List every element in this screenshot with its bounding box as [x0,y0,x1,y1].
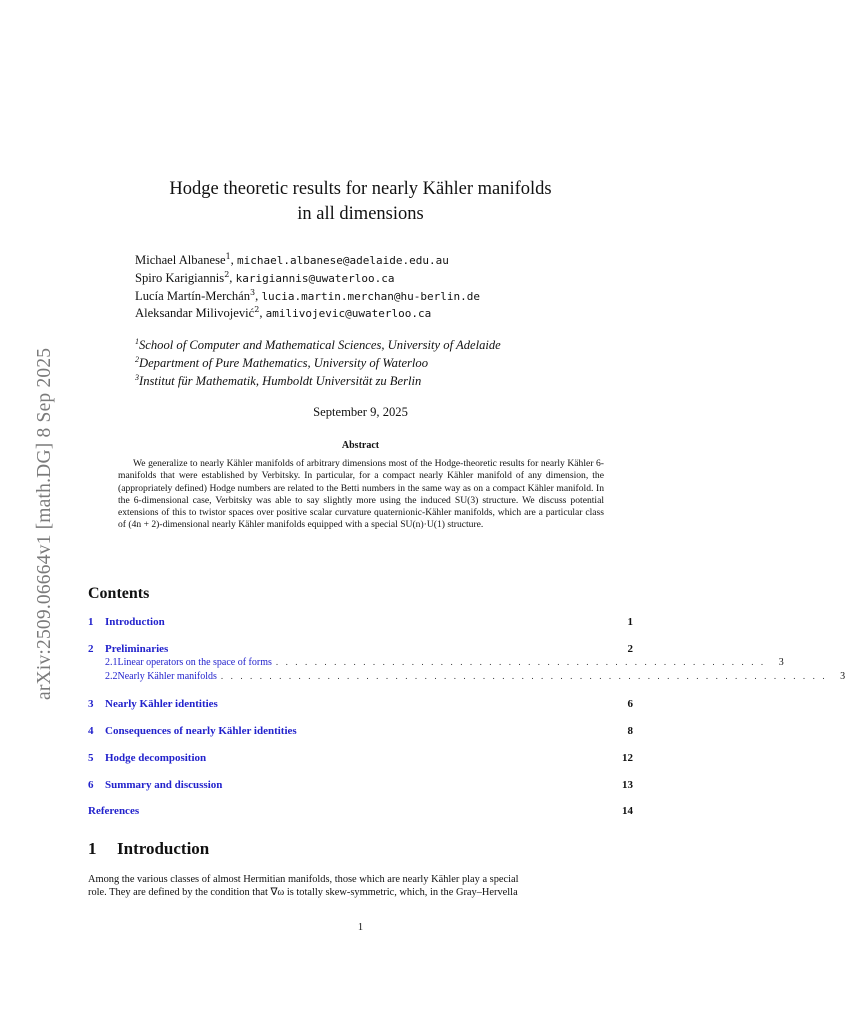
toc-title[interactable]: Consequences of nearly Kähler identities [105,725,297,737]
toc-entry-linear-operators[interactable] [88,657,784,671]
author-email[interactable]: lucia.martin.merchan@hu-berlin.de [261,289,480,303]
toc-entry-summary[interactable] [88,779,633,793]
affiliation-text: Department of Pure Mathematics, University of Waterloo [139,355,429,370]
paragraph-line: role. They are defined by the condition that ∇ω is totally skew-symmetric, which, in the Gray–Hervella [88,887,518,899]
paper-title [88,177,633,227]
toc-entry-introduction[interactable] [88,616,633,630]
toc-number: 3 [88,698,94,710]
abstract-heading: Abstract [341,440,380,451]
toc-page: 1 [627,616,633,628]
toc-number: 6 [88,779,94,791]
author-affiliation-mark: 1 [225,252,231,261]
toc-title[interactable]: Linear operators on the space of forms [117,657,272,668]
author-entry: Aleksandar Milivojević$^2$, amilivojevic@uwaterloo.ca [135,305,432,321]
affiliation-mark: 3 [135,372,139,382]
toc-number: 4 [88,725,94,737]
affiliation-text: School of Computer and Mathematical Sciences, University of Adelaide [139,338,501,352]
toc-entry-hodge-decomposition[interactable] [88,752,633,766]
affiliation-list [135,337,501,390]
toc-number: 2 [88,643,94,655]
toc-page: 12 [622,752,633,764]
toc-page: 6 [627,698,633,710]
section-title: Introduction [117,839,210,858]
author-affiliation-mark: 2 [254,305,260,315]
toc-leader-dots: . . . . . . . . . . . . . . . . . . . . . . . . . . . . . . . . . . . . . . . . . . . . . . . . . . . . . . . . . . . . . . . [220,671,828,681]
author-name: Lucía Martín-Merchán [135,288,251,303]
toc-leader-dots: . . . . . . . . . . . . . . . . . . . . . . . . . . . . . . . . . . . . . . . . . . . . . . . . . . . [275,657,766,667]
toc-page: 8 [627,725,633,737]
author-email[interactable]: amilivojevic@uwaterloo.ca [265,307,432,321]
toc-entry-references[interactable] [88,805,633,819]
author-name: Michael Albanese [135,253,226,267]
toc-page: 14 [622,805,633,817]
toc-title[interactable]: Nearly Kähler manifolds [117,671,217,682]
affiliation-mark: 2 [135,354,139,364]
arxiv-identifier-stamp: arXiv:2509.06664v1 [math.DG] 8 Sep 2025 [34,347,55,700]
author-entry: Michael Albanese$^1$, michael.albanese@adelaide.edu.au [135,252,449,267]
toc-title[interactable]: Preliminaries [105,643,169,655]
author-entry: Lucía Martín-Merchán$^3$, lucia.martin.merchan@hu-berlin.de [135,287,480,303]
author-email[interactable]: karigiannis@uwaterloo.ca [235,271,395,285]
toc-page: 13 [622,779,633,791]
author-list [135,252,480,323]
affiliation-text: Institut für Mathematik, Humboldt Universität zu Berlin [139,373,422,388]
introduction-paragraph [88,873,634,900]
toc-entry-preliminaries[interactable] [88,643,633,657]
abstract-text: We generalize to nearly Kähler manifolds of arbitrary dimensions most of the Hodge-theoretic results for nearly Kähler 6-manifolds that were established by Verbitsky. In particular, for a compact nearly Kähler manifold of any dimension, the (appropriately defined) Hodge numbers are related to the Betti numbers in the same way as on a compact Kähler manifold. In the 6-dimensional case, Verbitsky was able to say slightly more using the induced SU(3) structure. We discuss potential extensions of this to twistor spaces over positive scalar curvature quaternionic-Kähler manifolds, which are a particular class of (4n + 2)-dimensional nearly Kähler manifolds equipped with a special SU(n)·U(1) structure. [118,458,604,531]
toc-page: 3 [840,671,845,682]
toc-page: 3 [778,657,784,668]
affiliation [135,373,501,391]
paragraph-line: Among the various classes of almost Hermitian manifolds, those which are nearly Kähler play a special [88,874,519,885]
toc-number: 5 [88,752,94,764]
author-name: Aleksandar Milivojević [135,306,255,321]
toc-entry-nearly-kahler-manifolds[interactable] [88,671,845,685]
page-number: 1 [357,922,364,933]
paper-date: September 9, 2025 [313,405,408,419]
toc-entry-nearly-kahler-identities[interactable] [88,698,633,712]
toc-number: 1 [88,616,94,628]
toc-number: 2.1 [105,657,118,668]
toc-title[interactable]: Introduction [105,616,165,628]
author-affiliation-mark: 3 [250,287,256,297]
author-name: Spiro Karigiannis [135,270,225,285]
toc-page: 2 [627,643,633,655]
contents-heading: Contents [88,585,150,602]
toc-title[interactable]: References [88,805,140,817]
affiliation [135,337,501,355]
toc-title[interactable]: Hodge decomposition [105,752,207,764]
title-line-2: in all dimensions [297,204,424,224]
toc-entry-consequences[interactable] [88,725,633,739]
affiliation-mark: 1 [135,337,139,346]
author-affiliation-mark: 2 [224,269,230,279]
affiliation [135,355,501,373]
title-line-1: Hodge theoretic results for nearly Kähler manifolds [169,179,552,199]
toc-number: 2.2 [105,671,118,682]
toc-title[interactable]: Summary and discussion [105,779,223,791]
author-entry: Spiro Karigiannis$^2$, karigiannis@uwaterloo.ca [135,269,395,285]
toc-title[interactable]: Nearly Kähler identities [105,698,218,710]
section-number: 1 [88,839,97,858]
author-email[interactable]: michael.albanese@adelaide.edu.au [236,254,449,267]
section-heading-introduction [88,839,209,859]
